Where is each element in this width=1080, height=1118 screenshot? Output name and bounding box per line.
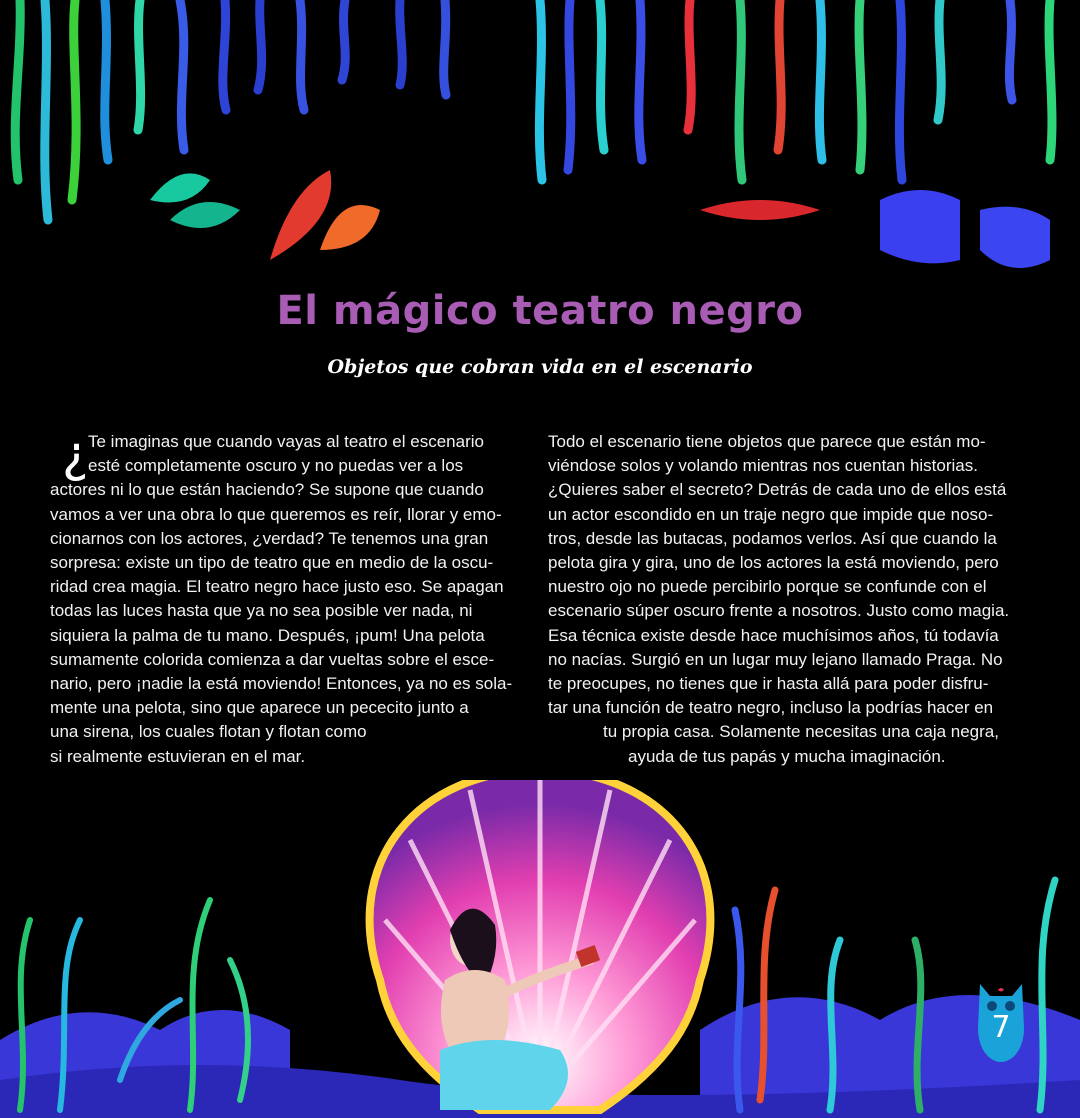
article-line: viéndose solos y volando mientras nos cuentan historias. [548,456,978,476]
article-line: ayuda de tus papás y mucha imaginación. [628,746,946,766]
article-line: nario, pero ¡nadie la está moviendo! Entonces, ya no es sola- [50,674,513,694]
article-line: todas las luces hasta que ya no sea posible ver nada, ni [50,601,473,621]
article-line: cionarnos con los actores, ¿verdad? Te tenemos una gran [50,528,489,548]
article-line: un actor escondido en un traje negro que impide que noso- [548,504,994,524]
article-line: tar una función de teatro negro, incluso la podrías hacer en [548,698,994,718]
page-subtitle: Objetos que cobran vida en el escenario [327,356,753,378]
article-line: ridad crea magia. El teatro negro hace justo eso. Se apagan [50,577,504,597]
article-line: sumamente colorida comienza a dar vueltas sobre el esce- [50,649,495,669]
seashell-mermaid-illustration [0,780,1080,1118]
article-line: vamos a ver una obra lo que queremos es reír, llorar y emo- [50,504,502,524]
article-line: Esa técnica existe desde hace muchísimos años, tú todavía [548,625,999,645]
page-title: El mágico teatro negro [276,288,804,334]
article-line: esté completamente oscuro y no puedas ver a los [88,456,464,476]
article-line: nuestro ojo no puede percibirlo porque se confunde con el [548,577,987,597]
article-right-column [548,430,1038,769]
hanging-plants-illustration [0,0,1080,290]
article-line: mente una pelota, sino que aparece un pececito junto a [50,698,469,718]
article-line: Te imaginas que cuando vayas al teatro el escenario [88,432,484,451]
article-line: si realmente estuvieran en el mar. [50,746,306,766]
article-line: actores ni lo que están haciendo? Se supone que cuando [50,480,484,500]
article-line: escenario súper oscuro frente a nosotros. Justo como magia. [548,601,1010,621]
article-left-column [50,425,520,769]
article-line: tros, desde las butacas, podamos verlos. Así que cuando la [548,528,997,548]
article-line: tu propia casa. Solamente necesitas una caja negra, [603,722,999,742]
article-line: sorpresa: existe un tipo de teatro que en medio de la oscu- [50,553,494,573]
article-line: te preocupes, no tienes que ir hasta allá para poder disfru- [548,674,989,694]
article-line: ¿Quieres saber el secreto? Detrás de cada uno de ellos está [548,480,1007,500]
article-line: pelota gira y gira, uno de los actores la está moviendo, pero [548,553,999,573]
drop-cap: ¿ [62,425,89,483]
article-line: siquiera la palma de tu mano. Después, ¡pum! Una pelota [50,625,485,645]
page-number: 7 [991,1010,1011,1045]
article-line: Todo el escenario tiene objetos que parece que están mo- [548,432,986,451]
article-line: una sirena, los cuales flotan y flotan como [50,722,367,742]
article-line: no nacías. Surgió en un lugar muy lejano llamado Praga. No [548,649,1003,669]
